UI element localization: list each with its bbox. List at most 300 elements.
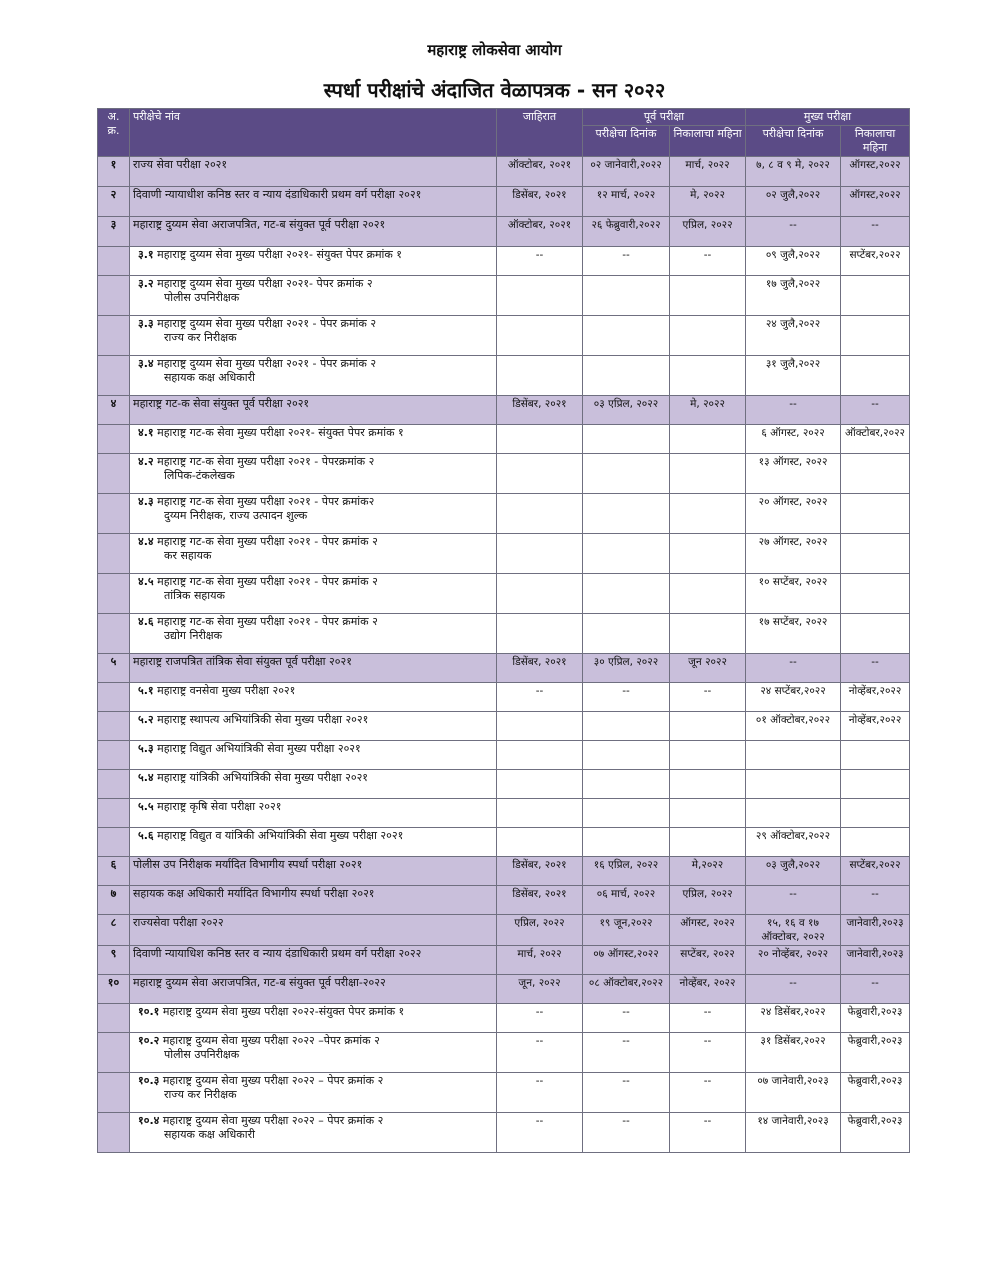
sub-title: महाराष्ट्र दुय्यम सेवा मुख्य परीक्षा २०२१- पेपर क्रमांक २ <box>153 277 373 290</box>
sub-title: महाराष्ट्र गट-क सेवा मुख्य परीक्षा २०२१ - पेपर क्रमांक २ <box>153 615 378 628</box>
exam-name: दिवाणी न्यायाधिश कनिष्ठ स्तर व न्याय दंडाधिकारी प्रथम वर्ग परीक्षा २०२२ <box>130 946 497 975</box>
row-number-blank <box>98 316 130 356</box>
prelim-result <box>670 712 746 741</box>
table-row <box>98 1073 910 1113</box>
sub-post: राज्य कर निरीक्षक <box>164 1088 237 1101</box>
sub-number: ३.२ <box>138 277 154 290</box>
main-result <box>841 741 910 770</box>
header-prelim: पूर्व परीक्षा <box>583 109 746 126</box>
sub-title: महाराष्ट्र दुय्यम सेवा मुख्य परीक्षा २०२१ - पेपर क्रमांक २ <box>153 357 377 370</box>
sub-exam-name <box>130 534 497 574</box>
main-result: -- <box>841 654 910 683</box>
sub-title: महाराष्ट्र दुय्यम सेवा मुख्य परीक्षा २०२१ - पेपर क्रमांक २ <box>153 317 377 330</box>
prelim-result: मे, २०२२ <box>670 187 746 217</box>
table-row <box>98 157 910 187</box>
main-date: १४ जानेवारी,२०२३ <box>746 1113 841 1153</box>
sub-post: पोलीस उपनिरीक्षक <box>164 1048 240 1061</box>
advt-month: डिसेंबर, २०२१ <box>497 857 583 886</box>
exam-name: दिवाणी न्यायाधीश कनिष्ठ स्तर व न्याय दंडाधिकारी प्रथम वर्ग परीक्षा २०२१ <box>130 187 497 217</box>
sub-exam-name <box>130 770 497 799</box>
main-result: नोव्हेंबर,२०२२ <box>841 683 910 712</box>
prelim-result <box>670 741 746 770</box>
row-number-blank <box>98 770 130 799</box>
row-number-blank <box>98 1073 130 1113</box>
main-date: १७ जुलै,२०२२ <box>746 276 841 316</box>
sub-number: ५.६ <box>138 829 154 842</box>
prelim-result: एप्रिल, २०२२ <box>670 886 746 915</box>
main-result: फेब्रुवारी,२०२३ <box>841 1033 910 1073</box>
main-date: ३१ जुलै,२०२२ <box>746 356 841 396</box>
prelim-date <box>583 799 670 828</box>
main-result: -- <box>841 396 910 425</box>
main-result: ऑक्टोबर,२०२२ <box>841 425 910 454</box>
header-main-result: निकालाचा महिना <box>841 126 910 157</box>
advt-month <box>497 712 583 741</box>
advt-month: -- <box>497 683 583 712</box>
sub-title: महाराष्ट्र गट-क सेवा मुख्य परीक्षा २०२१ - पेपर क्रमांक २ <box>153 575 378 588</box>
prelim-result: एप्रिल, २०२२ <box>670 217 746 247</box>
main-result: -- <box>841 886 910 915</box>
prelim-date: १६ एप्रिल, २०२२ <box>583 857 670 886</box>
sub-exam-name <box>130 494 497 534</box>
advt-month <box>497 534 583 574</box>
sub-exam-name <box>130 276 497 316</box>
sub-exam-name <box>130 356 497 396</box>
main-result: फेब्रुवारी,२०२३ <box>841 1004 910 1033</box>
sub-exam-name <box>130 828 497 857</box>
sub-number: ५.२ <box>138 713 154 726</box>
row-number: १ <box>98 157 130 187</box>
table-row <box>98 828 910 857</box>
sub-post: सहायक कक्ष अधिकारी <box>164 1128 255 1141</box>
main-result: जानेवारी,२०२३ <box>841 946 910 975</box>
prelim-date: ०६ मार्च, २०२२ <box>583 886 670 915</box>
main-date: -- <box>746 975 841 1004</box>
prelim-result: -- <box>670 1113 746 1153</box>
row-number: ६ <box>98 857 130 886</box>
prelim-date: -- <box>583 1113 670 1153</box>
sub-number: १०.४ <box>138 1114 160 1127</box>
advt-month <box>497 741 583 770</box>
sub-title: महाराष्ट्र वनसेवा मुख्य परीक्षा २०२१ <box>153 684 296 697</box>
table-row <box>98 741 910 770</box>
sub-exam-name <box>130 1113 497 1153</box>
sub-title: महाराष्ट्र दुय्यम सेवा मुख्य परीक्षा २०२२ – पेपर क्रमांक २ <box>159 1074 384 1087</box>
header-name: परीक्षेचे नांव <box>130 109 497 157</box>
advt-month: -- <box>497 1033 583 1073</box>
main-date: ७, ८ व ९ मे, २०२२ <box>746 157 841 187</box>
advt-month: ऑक्टोबर, २०२१ <box>497 157 583 187</box>
main-result: ऑगस्ट,२०२२ <box>841 157 910 187</box>
main-result: सप्टेंबर,२०२२ <box>841 857 910 886</box>
prelim-date <box>583 494 670 534</box>
row-number-blank <box>98 741 130 770</box>
main-date: -- <box>746 396 841 425</box>
sub-exam-name <box>130 683 497 712</box>
table-row <box>98 1004 910 1033</box>
sub-number: ४.५ <box>138 575 154 588</box>
prelim-date <box>583 741 670 770</box>
advt-month <box>497 770 583 799</box>
main-date: १७ सप्टेंबर, २०२२ <box>746 614 841 654</box>
prelim-result: ऑगस्ट, २०२२ <box>670 915 746 946</box>
prelim-date: २६ फेब्रुवारी,२०२२ <box>583 217 670 247</box>
sub-number: ४.२ <box>138 455 154 468</box>
table-row <box>98 712 910 741</box>
sub-title: महाराष्ट्र दुय्यम सेवा मुख्य परीक्षा २०२१- संयुक्त पेपर क्रमांक १ <box>153 248 403 261</box>
row-number-blank <box>98 1113 130 1153</box>
sub-exam-name <box>130 574 497 614</box>
main-result <box>841 574 910 614</box>
prelim-date: १९ जून,२०२२ <box>583 915 670 946</box>
header-main: मुख्य परीक्षा <box>746 109 910 126</box>
advt-month: -- <box>497 1073 583 1113</box>
row-number-blank <box>98 494 130 534</box>
prelim-result: -- <box>670 683 746 712</box>
main-date: -- <box>746 217 841 247</box>
table-row <box>98 915 910 946</box>
advt-month <box>497 316 583 356</box>
row-number-blank <box>98 534 130 574</box>
row-number-blank <box>98 799 130 828</box>
prelim-date: ०७ ऑगस्ट,२०२२ <box>583 946 670 975</box>
main-result <box>841 534 910 574</box>
main-date: २९ ऑक्टोबर,२०२२ <box>746 828 841 857</box>
row-number-blank <box>98 454 130 494</box>
sub-title: महाराष्ट्र कृषि सेवा परीक्षा २०२१ <box>153 800 282 813</box>
table-row <box>98 187 910 217</box>
advt-month <box>497 425 583 454</box>
prelim-date: -- <box>583 247 670 276</box>
header-advt: जाहिरात <box>497 109 583 157</box>
prelim-date <box>583 454 670 494</box>
table-row <box>98 614 910 654</box>
advt-month <box>497 828 583 857</box>
prelim-date: १२ मार्च, २०२२ <box>583 187 670 217</box>
header-prelim-date: परीक्षेचा दिनांक <box>583 126 670 157</box>
main-result: फेब्रुवारी,२०२३ <box>841 1073 910 1113</box>
main-date: २४ डिसेंबर,२०२२ <box>746 1004 841 1033</box>
table-row <box>98 683 910 712</box>
sub-title: महाराष्ट्र दुय्यम सेवा मुख्य परीक्षा २०२२ –पेपर क्रमांक २ <box>159 1034 380 1047</box>
sub-number: ३.१ <box>138 248 154 261</box>
sub-post: दुय्यम निरीक्षक, राज्य उत्पादन शुल्क <box>164 509 308 522</box>
main-date: ०९ जुलै,२०२२ <box>746 247 841 276</box>
prelim-result: -- <box>670 1033 746 1073</box>
sub-number: ४.३ <box>138 495 154 508</box>
prelim-result <box>670 316 746 356</box>
table-row <box>98 534 910 574</box>
sub-number: ४.६ <box>138 615 154 628</box>
main-result <box>841 356 910 396</box>
main-date: ०७ जानेवारी,२०२३ <box>746 1073 841 1113</box>
table-row <box>98 396 910 425</box>
prelim-result <box>670 356 746 396</box>
table-row <box>98 654 910 683</box>
table-row <box>98 425 910 454</box>
prelim-date <box>583 356 670 396</box>
main-date: १५, १६ व १७ ऑक्टोबर, २०२२ <box>746 915 841 946</box>
prelim-result: मे, २०२२ <box>670 396 746 425</box>
table-row <box>98 799 910 828</box>
sub-title: महाराष्ट्र गट-क सेवा मुख्य परीक्षा २०२१ - पेपरक्रमांक २ <box>153 455 375 468</box>
row-number-blank <box>98 1033 130 1073</box>
advt-month: ऑक्टोबर, २०२१ <box>497 217 583 247</box>
main-result <box>841 494 910 534</box>
organization-name: महाराष्ट्र लोकसेवा आयोग <box>427 41 562 59</box>
main-result <box>841 828 910 857</box>
prelim-date <box>583 712 670 741</box>
main-date <box>746 741 841 770</box>
advt-month <box>497 494 583 534</box>
prelim-date <box>583 534 670 574</box>
advt-month <box>497 454 583 494</box>
advt-month <box>497 614 583 654</box>
main-date <box>746 799 841 828</box>
sub-exam-name <box>130 799 497 828</box>
main-date: २० ऑगस्ट, २०२२ <box>746 494 841 534</box>
sub-post: सहायक कक्ष अधिकारी <box>164 371 255 384</box>
sub-title: महाराष्ट्र गट-क सेवा मुख्य परीक्षा २०२१ - पेपर क्रमांक२ <box>153 495 375 508</box>
table-row <box>98 1033 910 1073</box>
advt-month: जून, २०२२ <box>497 975 583 1004</box>
row-number-blank <box>98 712 130 741</box>
row-number: ३ <box>98 217 130 247</box>
sub-title: महाराष्ट्र स्थापत्य अभियांत्रिकी सेवा मुख्य परीक्षा २०२१ <box>153 713 369 726</box>
table-row <box>98 247 910 276</box>
sub-title: महाराष्ट्र यांत्रिकी अभियांत्रिकी सेवा मुख्य परीक्षा २०२१ <box>153 771 369 784</box>
prelim-result: सप्टेंबर, २०२२ <box>670 946 746 975</box>
header-sr: अ. क्र. <box>98 109 130 157</box>
sub-post: उद्योग निरीक्षक <box>164 629 223 642</box>
advt-month: डिसेंबर, २०२१ <box>497 886 583 915</box>
table-row <box>98 946 910 975</box>
main-result: ऑगस्ट,२०२२ <box>841 187 910 217</box>
prelim-result <box>670 494 746 534</box>
sub-post: राज्य कर निरीक्षक <box>164 331 237 344</box>
sub-number: १०.२ <box>138 1034 160 1047</box>
prelim-result: -- <box>670 1004 746 1033</box>
exam-name: महाराष्ट्र राजपत्रित तांत्रिक सेवा संयुक्त पूर्व परीक्षा २०२१ <box>130 654 497 683</box>
main-date: १० सप्टेंबर, २०२२ <box>746 574 841 614</box>
prelim-date <box>583 574 670 614</box>
main-date <box>746 770 841 799</box>
table-row <box>98 356 910 396</box>
main-date: ०१ ऑक्टोबर,२०२२ <box>746 712 841 741</box>
exam-name: महाराष्ट्र दुय्यम सेवा अराजपत्रित, गट-ब संयुक्त पूर्व परीक्षा २०२१ <box>130 217 497 247</box>
main-result: नोव्हेंबर,२०२२ <box>841 712 910 741</box>
prelim-result <box>670 828 746 857</box>
row-number: ७ <box>98 886 130 915</box>
table-row <box>98 574 910 614</box>
advt-month <box>497 276 583 316</box>
sub-number: ४.१ <box>138 426 154 439</box>
sub-number: ३.४ <box>138 357 154 370</box>
row-number-blank <box>98 828 130 857</box>
sub-post: कर सहायक <box>164 549 212 562</box>
prelim-date: -- <box>583 1004 670 1033</box>
header-prelim-result: निकालाचा महिना <box>670 126 746 157</box>
row-number: ४ <box>98 396 130 425</box>
main-result: -- <box>841 975 910 1004</box>
table-row <box>98 316 910 356</box>
sub-exam-name <box>130 316 497 356</box>
main-date: ३१ डिसेंबर,२०२२ <box>746 1033 841 1073</box>
exam-name: सहायक कक्ष अधिकारी मर्यादित विभागीय स्पर्धा परीक्षा २०२१ <box>130 886 497 915</box>
prelim-result <box>670 799 746 828</box>
main-result <box>841 770 910 799</box>
prelim-result <box>670 770 746 799</box>
sub-title: महाराष्ट्र विद्युत अभियांत्रिकी सेवा मुख्य परीक्षा २०२१ <box>153 742 361 755</box>
prelim-result <box>670 454 746 494</box>
sub-exam-name <box>130 1073 497 1113</box>
main-result <box>841 276 910 316</box>
sub-exam-name <box>130 614 497 654</box>
prelim-result: जून २०२२ <box>670 654 746 683</box>
prelim-date <box>583 316 670 356</box>
table-row <box>98 217 910 247</box>
sub-post: लिपिक-टंकलेखक <box>164 469 235 482</box>
row-number: १० <box>98 975 130 1004</box>
prelim-date: ०२ जानेवारी,२०२२ <box>583 157 670 187</box>
sub-exam-name <box>130 247 497 276</box>
sub-number: ५.३ <box>138 742 154 755</box>
prelim-date: ३० एप्रिल, २०२२ <box>583 654 670 683</box>
sub-number: १०.३ <box>138 1074 160 1087</box>
prelim-date <box>583 770 670 799</box>
row-number: २ <box>98 187 130 217</box>
prelim-date: ०८ ऑक्टोबर,२०२२ <box>583 975 670 1004</box>
main-date: ०२ जुलै,२०२२ <box>746 187 841 217</box>
sub-title: महाराष्ट्र गट-क सेवा मुख्य परीक्षा २०२१ - पेपर क्रमांक २ <box>153 535 378 548</box>
table-row <box>98 1113 910 1153</box>
advt-month: -- <box>497 1113 583 1153</box>
sub-post: तांत्रिक सहायक <box>164 589 225 602</box>
main-date: २४ जुलै,२०२२ <box>746 316 841 356</box>
sub-exam-name <box>130 1004 497 1033</box>
row-number: ५ <box>98 654 130 683</box>
main-date: ०३ जुलै,२०२२ <box>746 857 841 886</box>
row-number-blank <box>98 1004 130 1033</box>
row-number-blank <box>98 247 130 276</box>
prelim-date <box>583 276 670 316</box>
table-row <box>98 494 910 534</box>
main-result: सप्टेंबर,२०२२ <box>841 247 910 276</box>
advt-month: एप्रिल, २०२२ <box>497 915 583 946</box>
page-title: स्पर्धा परीक्षांचे अंदाजित वेळापत्रक - सन २०२२ <box>323 78 666 102</box>
sub-number: १०.१ <box>138 1005 160 1018</box>
main-result: जानेवारी,२०२३ <box>841 915 910 946</box>
advt-month <box>497 356 583 396</box>
schedule-table <box>97 108 910 1153</box>
advt-month: डिसेंबर, २०२१ <box>497 187 583 217</box>
row-number-blank <box>98 276 130 316</box>
advt-month: डिसेंबर, २०२१ <box>497 654 583 683</box>
sub-number: ४.४ <box>138 535 154 548</box>
main-result: -- <box>841 217 910 247</box>
schedule-body <box>98 157 910 1153</box>
prelim-date <box>583 614 670 654</box>
row-number-blank <box>98 614 130 654</box>
advt-month: डिसेंबर, २०२१ <box>497 396 583 425</box>
exam-name: राज्यसेवा परीक्षा २०२२ <box>130 915 497 946</box>
prelim-result <box>670 614 746 654</box>
main-result <box>841 454 910 494</box>
advt-month: मार्च, २०२२ <box>497 946 583 975</box>
sub-number: ५.४ <box>138 771 154 784</box>
prelim-result: नोव्हेंबर, २०२२ <box>670 975 746 1004</box>
table-row <box>98 276 910 316</box>
sub-exam-name <box>130 425 497 454</box>
main-date: २० नोव्हेंबर, २०२२ <box>746 946 841 975</box>
row-number-blank <box>98 574 130 614</box>
main-result <box>841 799 910 828</box>
table-row <box>98 454 910 494</box>
sub-number: ५.१ <box>138 684 154 697</box>
prelim-date: -- <box>583 1033 670 1073</box>
table-row <box>98 770 910 799</box>
main-date: -- <box>746 886 841 915</box>
main-date: २४ सप्टेंबर,२०२२ <box>746 683 841 712</box>
exam-name: पोलीस उप निरीक्षक मर्यादित विभागीय स्पर्धा परीक्षा २०२१ <box>130 857 497 886</box>
sub-title: महाराष्ट्र विद्युत व यांत्रिकी अभियांत्रिकी सेवा मुख्य परीक्षा २०२१ <box>153 829 404 842</box>
prelim-date: ०३ एप्रिल, २०२२ <box>583 396 670 425</box>
main-result <box>841 316 910 356</box>
prelim-result: -- <box>670 1073 746 1113</box>
prelim-result <box>670 574 746 614</box>
sub-title: महाराष्ट्र गट-क सेवा मुख्य परीक्षा २०२१- संयुक्त पेपर क्रमांक १ <box>153 426 404 439</box>
sub-number: ३.३ <box>138 317 154 330</box>
main-result <box>841 614 910 654</box>
prelim-result <box>670 425 746 454</box>
prelim-date: -- <box>583 683 670 712</box>
advt-month <box>497 574 583 614</box>
row-number-blank <box>98 356 130 396</box>
exam-name: महाराष्ट्र दुय्यम सेवा अराजपत्रित, गट-ब संयुक्त पूर्व परीक्षा-२०२२ <box>130 975 497 1004</box>
sub-number: ५.५ <box>138 800 154 813</box>
prelim-result <box>670 534 746 574</box>
header-main-date: परीक्षेचा दिनांक <box>746 126 841 157</box>
prelim-result: -- <box>670 247 746 276</box>
main-date: ६ ऑगस्ट, २०२२ <box>746 425 841 454</box>
sub-exam-name <box>130 1033 497 1073</box>
row-number: ९ <box>98 946 130 975</box>
main-result: फेब्रुवारी,२०२३ <box>841 1113 910 1153</box>
prelim-result: मार्च, २०२२ <box>670 157 746 187</box>
row-number-blank <box>98 425 130 454</box>
prelim-date: -- <box>583 1073 670 1113</box>
advt-month: -- <box>497 247 583 276</box>
main-date: -- <box>746 654 841 683</box>
sub-exam-name <box>130 741 497 770</box>
main-date: २७ ऑगस्ट, २०२२ <box>746 534 841 574</box>
sub-exam-name <box>130 712 497 741</box>
exam-name: महाराष्ट्र गट-क सेवा संयुक्त पूर्व परीक्षा २०२१ <box>130 396 497 425</box>
prelim-result <box>670 276 746 316</box>
prelim-date <box>583 425 670 454</box>
prelim-result: मे,२०२२ <box>670 857 746 886</box>
table-row <box>98 975 910 1004</box>
table-row <box>98 857 910 886</box>
row-number: ८ <box>98 915 130 946</box>
row-number-blank <box>98 683 130 712</box>
table-row <box>98 886 910 915</box>
sub-title: महाराष्ट्र दुय्यम सेवा मुख्य परीक्षा २०२२-संयुक्त पेपर क्रमांक १ <box>159 1005 405 1018</box>
advt-month <box>497 799 583 828</box>
advt-month: -- <box>497 1004 583 1033</box>
main-date: १३ ऑगस्ट, २०२२ <box>746 454 841 494</box>
sub-post: पोलीस उपनिरीक्षक <box>164 291 240 304</box>
